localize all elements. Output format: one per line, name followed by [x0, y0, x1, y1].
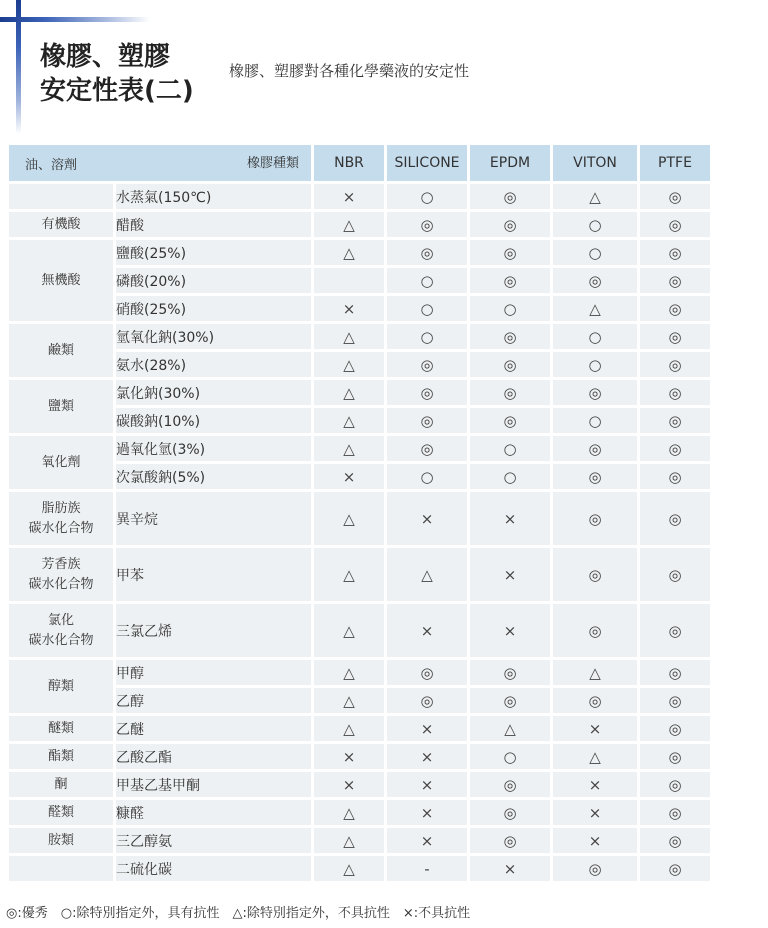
- rating-cell: ×: [553, 772, 637, 800]
- category-cell: [9, 800, 113, 828]
- substance-name: 磷酸(20%): [116, 268, 311, 296]
- rating-cell: △: [314, 212, 384, 240]
- rating-cell: ◎: [553, 268, 637, 296]
- rating-cell: ◎: [640, 380, 710, 408]
- rating-cell: △: [314, 408, 384, 436]
- rating-cell: ◎: [387, 240, 467, 268]
- rating-cell: ○: [553, 240, 637, 268]
- rating-cell: ×: [387, 744, 467, 772]
- rating-cell: ×: [314, 296, 384, 324]
- category-label: 脂肪族: [41, 500, 81, 516]
- rating-cell: ○: [553, 352, 637, 380]
- rating-cell: ◎: [387, 688, 467, 716]
- table-body: [9, 184, 710, 884]
- rating-cell: ×: [553, 828, 637, 856]
- rating-cell: ×: [470, 604, 550, 660]
- table-row: [9, 296, 710, 324]
- header-material: VITON: [553, 145, 637, 184]
- table-row: [9, 436, 710, 464]
- table-row: [9, 688, 710, 716]
- table-row: [9, 380, 710, 408]
- category-label: 氯化: [47, 612, 74, 628]
- rating-cell: ◎: [470, 324, 550, 352]
- header-oil-label: 油、溶劑: [25, 158, 78, 173]
- rating-cell: ×: [470, 856, 550, 884]
- header-material: EPDM: [470, 145, 550, 184]
- rating-cell: ○: [553, 408, 637, 436]
- rating-cell: ◎: [640, 828, 710, 856]
- rating-cell: ◎: [470, 380, 550, 408]
- table-row: [9, 828, 710, 856]
- title-line-2: 安定性表(二): [40, 76, 194, 106]
- rating-cell: △: [553, 184, 637, 212]
- rating-cell: ◎: [640, 464, 710, 492]
- rating-cell: ◎: [470, 772, 550, 800]
- rating-cell: ◎: [553, 380, 637, 408]
- rating-cell: ◎: [470, 184, 550, 212]
- header-material: SILICONE: [387, 145, 467, 184]
- rating-cell: ×: [553, 800, 637, 828]
- header-material: NBR: [314, 145, 384, 184]
- rating-cell: ◎: [470, 352, 550, 380]
- rating-cell: ○: [470, 744, 550, 772]
- rating-cell: ○: [387, 268, 467, 296]
- rating-cell: △: [314, 240, 384, 268]
- category-cell: [9, 856, 113, 884]
- rating-cell: ◎: [640, 604, 710, 660]
- rating-cell: △: [314, 492, 384, 548]
- category-label: 碳水化合物: [28, 632, 94, 648]
- rating-cell: ◎: [640, 492, 710, 548]
- substance-name: 鹽酸(25%): [116, 240, 311, 268]
- rating-cell: ◎: [387, 660, 467, 688]
- page-title: [40, 40, 194, 108]
- rating-cell: ◎: [387, 408, 467, 436]
- rating-cell: ×: [387, 800, 467, 828]
- rating-cell: △: [314, 716, 384, 744]
- substance-name: 氯化鈉(30%): [116, 380, 311, 408]
- rating-cell: ◎: [470, 408, 550, 436]
- substance-name: 氨水(28%): [116, 352, 311, 380]
- title-line-1: 橡膠、塑膠: [40, 42, 171, 72]
- substance-name: 氫氧化鈉(30%): [116, 324, 311, 352]
- rating-cell: ◎: [553, 436, 637, 464]
- category-label: 氧化劑: [41, 454, 81, 470]
- rating-cell: [314, 268, 384, 296]
- rating-cell: ×: [314, 184, 384, 212]
- rating-cell: ◎: [470, 828, 550, 856]
- category-cell: [9, 184, 113, 212]
- stability-table: [6, 145, 713, 884]
- rating-cell: △: [314, 436, 384, 464]
- header-category-cell: [9, 145, 311, 184]
- rating-cell: △: [314, 548, 384, 604]
- category-cell: [9, 744, 113, 772]
- rating-cell: ×: [314, 772, 384, 800]
- rating-cell: ◎: [640, 772, 710, 800]
- rating-cell: △: [314, 324, 384, 352]
- rating-cell: ×: [387, 772, 467, 800]
- table-row: [9, 408, 710, 436]
- rating-cell: ◎: [470, 688, 550, 716]
- rating-cell: △: [314, 660, 384, 688]
- category-cell: [9, 828, 113, 856]
- table-row: [9, 744, 710, 772]
- category-label: 有機酸: [41, 216, 81, 232]
- rating-cell: ×: [387, 716, 467, 744]
- rating-cell: ◎: [640, 716, 710, 744]
- rating-cell: ◎: [470, 800, 550, 828]
- category-label: 芳香族: [41, 556, 81, 572]
- category-cell: [9, 604, 113, 660]
- category-cell: [9, 772, 113, 800]
- rating-cell: △: [387, 548, 467, 604]
- rating-cell: -: [387, 856, 467, 884]
- rating-cell: ○: [470, 436, 550, 464]
- rating-cell: ◎: [387, 352, 467, 380]
- rating-cell: △: [314, 380, 384, 408]
- rating-cell: ×: [470, 548, 550, 604]
- rating-cell: ◎: [470, 212, 550, 240]
- rating-cell: ◎: [640, 548, 710, 604]
- substance-name: 糠醛: [116, 800, 311, 828]
- rating-cell: ◎: [640, 744, 710, 772]
- category-label: 胺類: [47, 832, 74, 848]
- category-cell: [9, 492, 113, 548]
- table-header: [9, 145, 710, 184]
- rating-cell: ◎: [387, 212, 467, 240]
- table-row: [9, 800, 710, 828]
- substance-name: 水蒸氣(150℃): [116, 184, 311, 212]
- rating-cell: ◎: [387, 380, 467, 408]
- substance-name: 三乙醇氨: [116, 828, 311, 856]
- category-label: 碳水化合物: [28, 576, 94, 592]
- substance-name: 二硫化碳: [116, 856, 311, 884]
- substance-name: 甲基乙基甲酮: [116, 772, 311, 800]
- rating-cell: △: [314, 828, 384, 856]
- table-row: [9, 660, 710, 688]
- decorative-cross-horizontal: [0, 17, 150, 22]
- table-row: [9, 352, 710, 380]
- substance-name: 三氯乙烯: [116, 604, 311, 660]
- rating-cell: △: [470, 716, 550, 744]
- table-row: [9, 548, 710, 604]
- category-cell: [9, 436, 113, 492]
- table-row: [9, 856, 710, 884]
- category-cell: [9, 240, 113, 324]
- rating-cell: ◎: [640, 660, 710, 688]
- substance-name: 次氯酸鈉(5%): [116, 464, 311, 492]
- substance-name: 甲醇: [116, 660, 311, 688]
- category-label: 碳水化合物: [28, 520, 94, 536]
- category-label: 醚類: [47, 720, 74, 736]
- rating-cell: △: [314, 856, 384, 884]
- rating-cell: ○: [387, 184, 467, 212]
- header-material: PTFE: [640, 145, 710, 184]
- rating-cell: ○: [387, 324, 467, 352]
- rating-cell: △: [553, 660, 637, 688]
- rating-cell: ◎: [640, 240, 710, 268]
- legend: ◎:優秀 ○:除特別指定外，具有抗性 △:除特別指定外，不具抗性 ×:不具抗性: [6, 906, 471, 921]
- rating-cell: △: [314, 800, 384, 828]
- rating-cell: ◎: [553, 856, 637, 884]
- rating-cell: ×: [314, 464, 384, 492]
- category-label: 醛類: [47, 804, 74, 820]
- substance-name: 乙醚: [116, 716, 311, 744]
- table-row: [9, 716, 710, 744]
- substance-name: 乙醇: [116, 688, 311, 716]
- category-label: 醇類: [47, 678, 74, 694]
- table-row: [9, 212, 710, 240]
- rating-cell: ○: [553, 324, 637, 352]
- rating-cell: △: [314, 352, 384, 380]
- rating-cell: ◎: [387, 436, 467, 464]
- table-row: [9, 184, 710, 212]
- rating-cell: ×: [387, 828, 467, 856]
- rating-cell: ×: [387, 604, 467, 660]
- rating-cell: ×: [470, 492, 550, 548]
- header-rubber-label: 橡膠種類: [246, 156, 299, 171]
- rating-cell: ◎: [553, 464, 637, 492]
- rating-cell: ×: [387, 492, 467, 548]
- rating-cell: ◎: [553, 492, 637, 548]
- substance-name: 醋酸: [116, 212, 311, 240]
- table-row: [9, 268, 710, 296]
- table-row: [9, 492, 710, 548]
- category-label: 無機酸: [41, 272, 81, 288]
- category-label: 酮: [54, 776, 68, 792]
- category-cell: [9, 380, 113, 436]
- table-row: [9, 604, 710, 660]
- rating-cell: ◎: [553, 604, 637, 660]
- rating-cell: ◎: [640, 296, 710, 324]
- rating-cell: ◎: [640, 856, 710, 884]
- rating-cell: ◎: [640, 408, 710, 436]
- category-cell: [9, 324, 113, 380]
- category-label: 鹽類: [47, 398, 74, 414]
- substance-name: 異辛烷: [116, 492, 311, 548]
- rating-cell: ○: [470, 464, 550, 492]
- rating-cell: ◎: [640, 324, 710, 352]
- table-row: [9, 324, 710, 352]
- rating-cell: ×: [553, 716, 637, 744]
- category-cell: [9, 212, 113, 240]
- table-row: [9, 464, 710, 492]
- page-subtitle: 橡膠、塑膠對各種化學藥液的安定性: [229, 62, 470, 80]
- rating-cell: △: [553, 296, 637, 324]
- rating-cell: ○: [553, 212, 637, 240]
- rating-cell: ◎: [470, 268, 550, 296]
- category-cell: [9, 548, 113, 604]
- table-row: [9, 772, 710, 800]
- substance-name: 硝酸(25%): [116, 296, 311, 324]
- rating-cell: ×: [314, 744, 384, 772]
- rating-cell: ◎: [640, 436, 710, 464]
- category-label: 鹼類: [47, 342, 74, 358]
- rating-cell: ◎: [470, 660, 550, 688]
- rating-cell: ◎: [640, 268, 710, 296]
- rating-cell: △: [314, 688, 384, 716]
- rating-cell: ◎: [553, 548, 637, 604]
- rating-cell: ◎: [470, 240, 550, 268]
- substance-name: 過氧化氫(3%): [116, 436, 311, 464]
- substance-name: 乙酸乙酯: [116, 744, 311, 772]
- rating-cell: ◎: [553, 688, 637, 716]
- rating-cell: ◎: [640, 212, 710, 240]
- rating-cell: ◎: [640, 800, 710, 828]
- rating-cell: △: [314, 604, 384, 660]
- rating-cell: △: [553, 744, 637, 772]
- rating-cell: ○: [387, 464, 467, 492]
- rating-cell: ○: [387, 296, 467, 324]
- table-row: [9, 240, 710, 268]
- substance-name: 甲苯: [116, 548, 311, 604]
- rating-cell: ◎: [640, 352, 710, 380]
- category-cell: [9, 716, 113, 744]
- substance-name: 碳酸鈉(10%): [116, 408, 311, 436]
- rating-cell: ◎: [640, 688, 710, 716]
- category-cell: [9, 660, 113, 716]
- rating-cell: ◎: [640, 184, 710, 212]
- category-label: 酯類: [47, 748, 74, 764]
- rating-cell: ○: [470, 296, 550, 324]
